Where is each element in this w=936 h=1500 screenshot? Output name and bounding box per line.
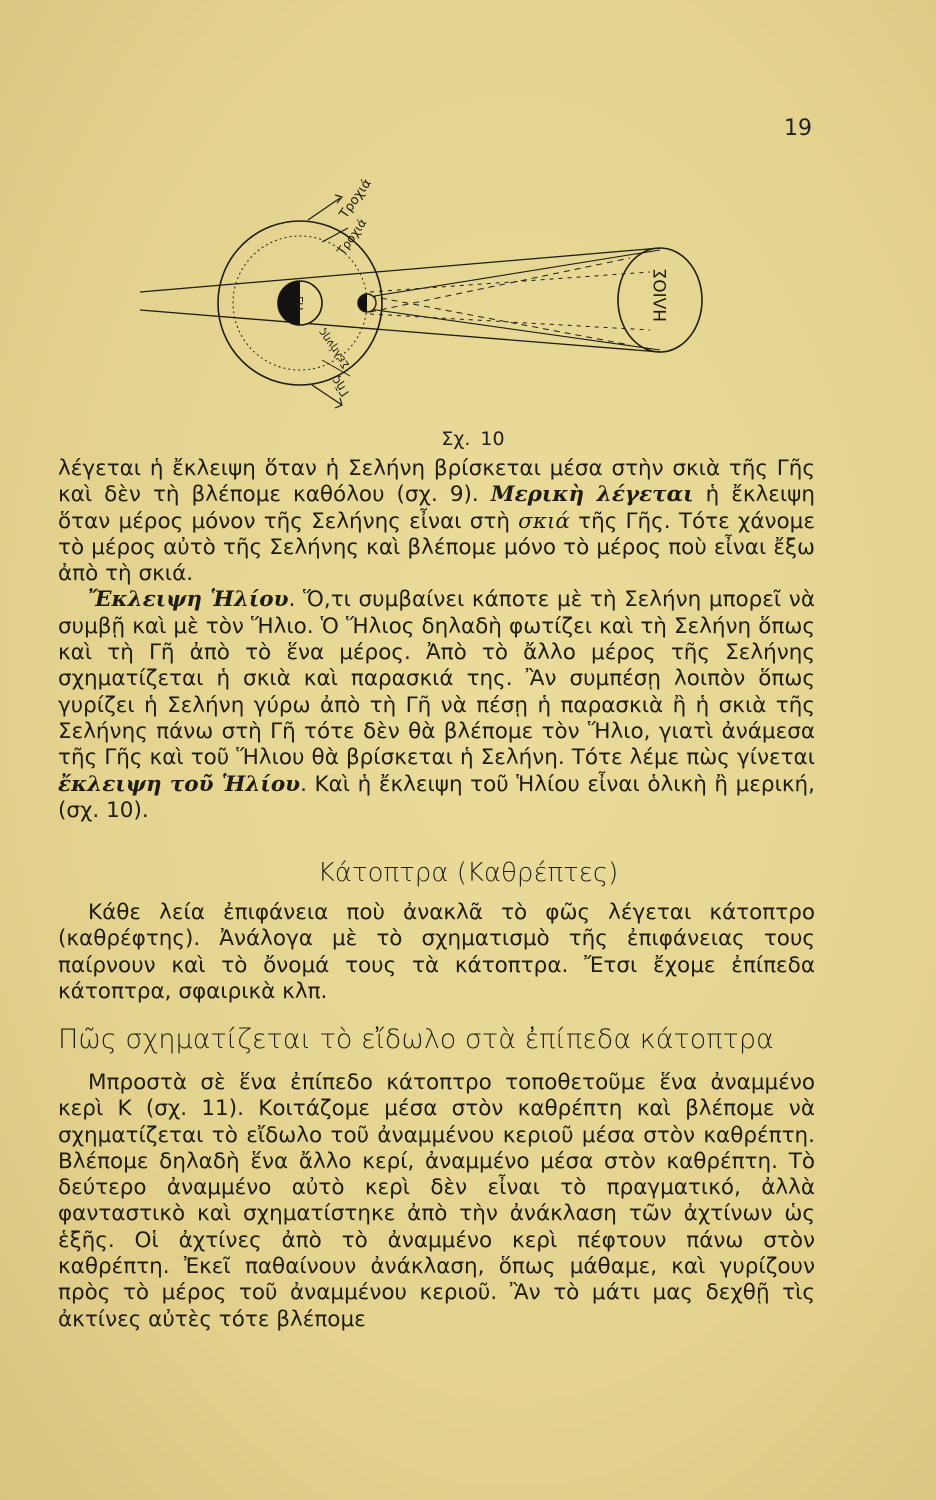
partial-eclipse-term: Μερικὴ λέγεται xyxy=(490,482,694,508)
para1-part4: . Ὅ,τι συμβαίνει κάποτε μὲ τὴ Σελήνη μπορεῖ νὰ συμβῇ καὶ μὲ τὸν Ἥλιο. Ὁ Ἥλιος δηλαδὴ φωτίζει καὶ τὴ Σελήνη ὅπως καὶ τὴ Γῆ ἀπὸ τὸ ἕνα μέρος. Ἀπὸ τὸ ἄλλο μέρος τῆς Σελήνης σχηματίζεται ἡ σκιὰ καὶ παρασκιά της. Ἂν συμπέσῃ λοιπὸν ὅπως γυρίζει ἡ Σελήνη γύρω ἀπὸ τὴ Γῆ νὰ πέσῃ ἡ παρασκιὰ ἢ ἡ σκιὰ τῆς Σελήνης πάνω στὴ Γῆ τότε δὲν θὰ βλέπομε τὸν Ἥλιο, γιατὶ ἀνάμεσα τῆς Γῆς καὶ τοῦ Ἥλιου θὰ βρίσκεται ἡ Σελήνη. Τότε λέμε πὼς γίνεται xyxy=(58,587,815,771)
eclipse-diagram xyxy=(130,176,730,420)
para3-text: Μπροστὰ σὲ ἕνα ἐπίπεδο κάτοπτρο τοποθετοῦμε ἕνα ἀναμμένο κερὶ Κ (σχ. 11). Κοιτάζομε μέσα στὸν καθρέπτη καὶ βλέπομε νὰ σχηματίζεται τὸ εἴδωλο τοῦ ἀναμμένου κεριοῦ μέσα στὸν καθρέπτη. Βλέπομε δηλαδὴ ἕνα ἄλλο κερί, ἀναμμένο μέσα στὸν καθρέπτη. Τὸ δεύτερο ἀναμμένο αὐτὸ κερὶ δὲν εἶναι τὸ πραγματικό, ἀλλὰ φανταστικὸ καὶ σχηματίστηκε ἀπὸ τὴν ἀνάκλαση τῶν ἀχτίνων ὡς ἑξῆς. Οἱ ἀχτίνες ἀπὸ τὸ ἀναμμένο κερὶ πέφτουν πάνω στὸν καθρέπτη. Ἐκεῖ παθαίνουν ἀνάκλαση, ὅπως μάθαμε, καὶ γυρίζουν πρὸς τὸ μέρος τοῦ ἀναμμένου κεριοῦ. Ἂν τὸ μάτι μας δεχθῇ τὶς ἀκτίνες αὐτὲς τότε βλέπομε xyxy=(58,1070,815,1332)
eclipse-figure xyxy=(130,176,730,420)
paragraph-plane-mirror xyxy=(58,1070,815,1333)
paragraph-mirrors xyxy=(58,900,815,1005)
figure-caption xyxy=(0,428,936,450)
para1-part3: τῆς Γῆς. Τότε χάνομε τὸ μέρος αὐτὸ τῆς Σελήνης καὶ βλέπομε μόνο τὸ μέρος ποὺ εἶναι ἔξω ἀπὸ τὴ σκιά. xyxy=(58,508,815,587)
earth-word-label: Γῆς xyxy=(328,373,352,400)
caption-prefix: Σχ. xyxy=(441,428,471,450)
section-heading-plane-mirror-image: Πῶς σχηματίζεται τὸ εἴδωλο στὰ ἐπίπεδα κάτοπτρα xyxy=(58,1024,774,1055)
paragraph-eclipse xyxy=(58,456,815,824)
sun-label: ΗΛΙΟΣ xyxy=(651,268,671,322)
shadow-term: σκιά xyxy=(518,508,570,534)
para2-text: Κάθε λεία ἐπιφάνεια ποὺ ἀνακλᾶ τὸ φῶς λέγεται κάτοπτρο (καθρέφτης). Ἀνάλογα μὲ τὸ σχηματισμὸ τῆς ἐπιφάνειας τους παίρνουν καὶ τὸ ὄνομά τους τὰ κάτοπτρα. Ἔτσι ἔχομε ἐπίπεδα κάτοπτρα, σφαιρικὰ κλπ. xyxy=(58,900,815,1004)
para1-part2: ἡ ἔκλειψη ὅταν μέρος μόνον τῆς Σελήνης εἶναι στὴ xyxy=(58,482,815,534)
solar-eclipse-term: ἔκλειψη τοῦ Ἡλίου xyxy=(58,771,301,797)
caption-number: 10 xyxy=(480,428,505,450)
solar-eclipse-heading: Ἔκλειψη Ἡλίου xyxy=(88,587,289,613)
para1-part1: λέγεται ἡ ἔκλειψη ὅταν ἡ Σελήνη βρίσκεται μέσα στὴν σκιὰ τῆς Γῆς καὶ δὲν τὴ βλέπομε καθόλου (σχ. 9). xyxy=(58,456,815,508)
section-heading-mirrors: Κάτοπτρα (Καθρέπτες) xyxy=(317,858,619,888)
moon-word-label: Σελήνης xyxy=(315,325,353,372)
orbit-top-label: Τροχιά xyxy=(336,176,375,222)
earth-label: ΓΗ xyxy=(292,296,305,311)
page-number: 19 xyxy=(784,116,812,141)
para1-part5: . Καὶ ἡ ἔκλειψη τοῦ Ἡλίου εἶναι ὁλικὴ ἢ μερική, (σχ. 10). xyxy=(58,771,815,823)
moon-orbit-top-label: Τροχιά xyxy=(334,215,370,258)
